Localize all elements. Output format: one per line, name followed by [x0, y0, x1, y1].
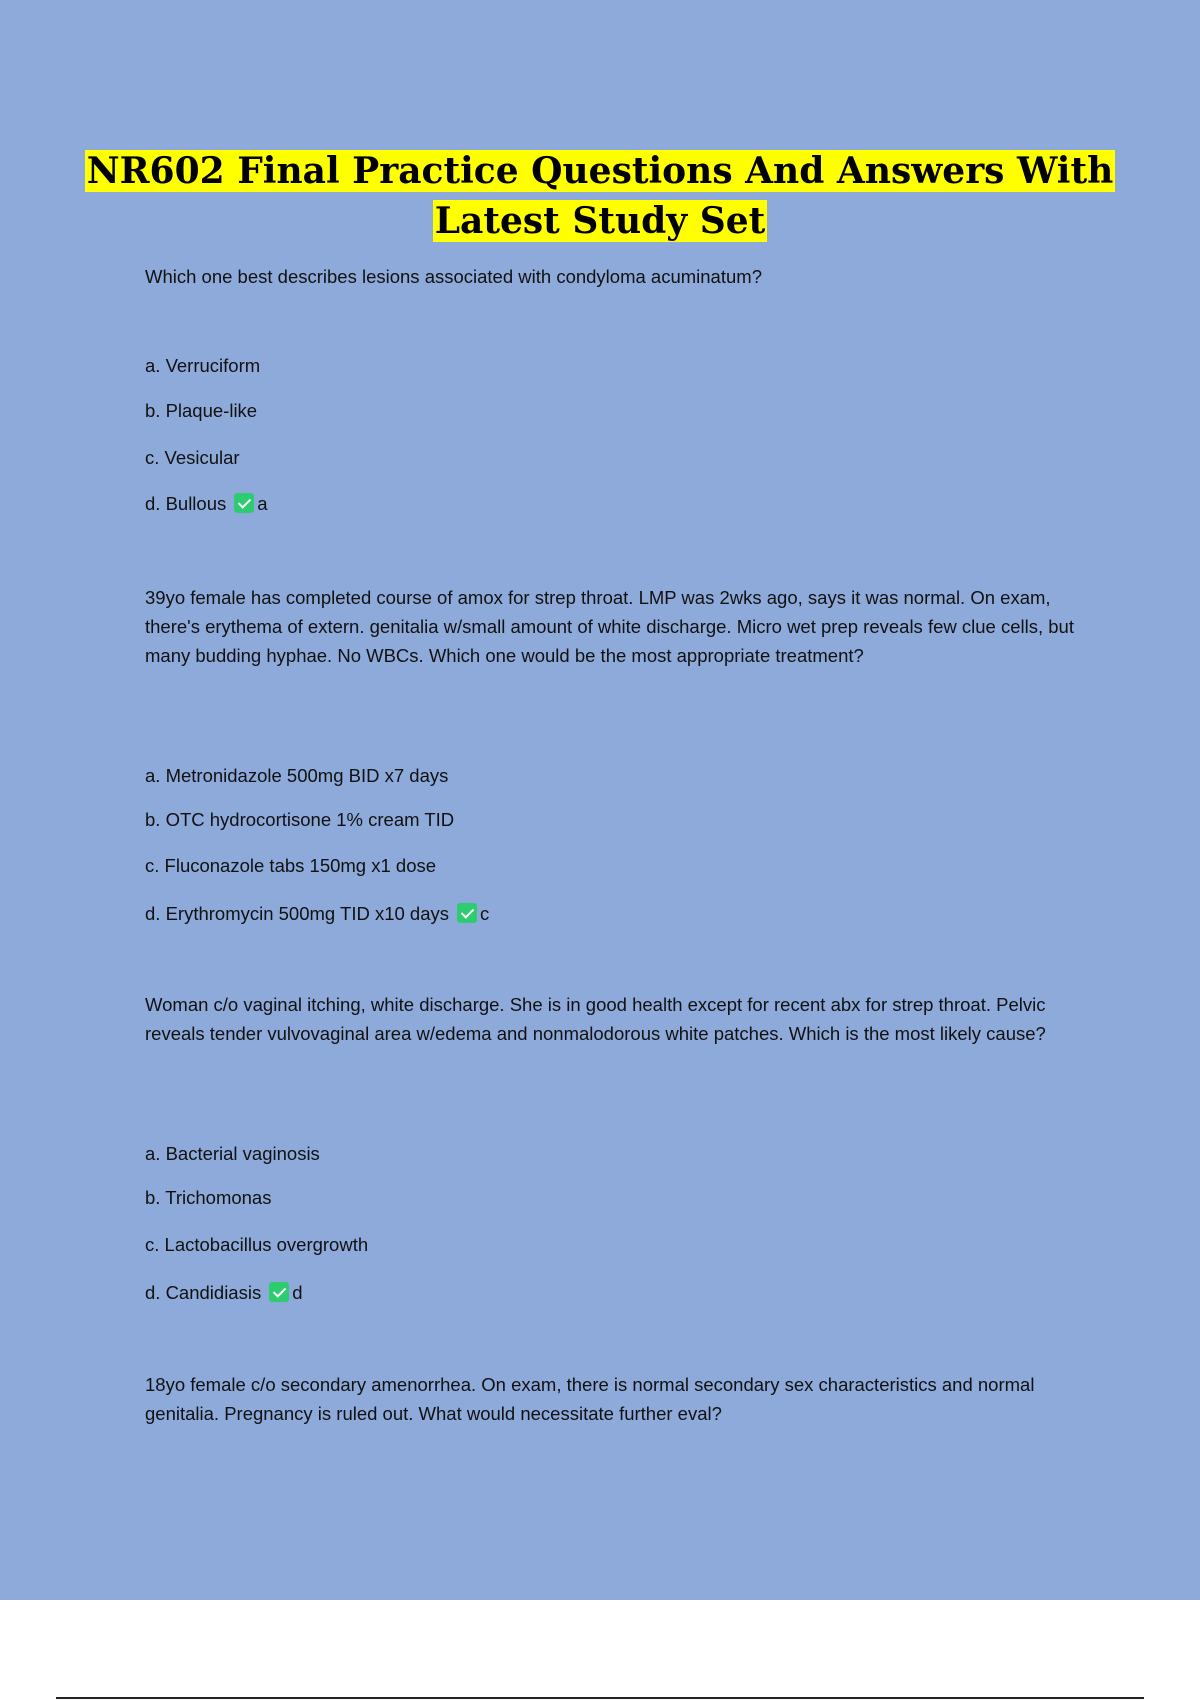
footer-divider	[56, 1697, 1144, 1699]
question-1-option-d	[145, 489, 268, 518]
question-2	[145, 583, 1085, 924]
question-3-answer: d	[292, 1282, 303, 1303]
title-line-1: NR602 Final Practice Questions And Answers With	[86, 150, 1114, 192]
question-1-answer: a	[257, 493, 268, 514]
question-1-option-b: b. Plaque-like	[145, 400, 258, 421]
check-mark-icon	[457, 903, 477, 923]
question-1-text: Which one best describes lesions associated with condyloma acuminatum?	[145, 266, 762, 287]
question-1-option-c: c. Vesicular	[145, 447, 240, 468]
question-3	[145, 990, 1085, 1303]
check-mark-icon	[269, 1282, 289, 1302]
question-3-option-a: a. Bacterial vaginosis	[145, 1143, 320, 1164]
question-2-answer: c	[480, 903, 490, 924]
question-1-option-a: a. Verruciform	[145, 355, 261, 376]
check-mark-icon	[234, 493, 254, 513]
question-2-option-a: a. Metronidazole 500mg BID x7 days	[145, 765, 449, 786]
question-3-option-b: b. Trichomonas	[145, 1187, 272, 1208]
question-1-option-d-text: d. Bullous	[145, 493, 227, 514]
question-3-text: Woman c/o vaginal itching, white discharge. She is in good health except for recent abx for strep throat. Pelvic reveals tender vulvovaginal area w/edema and nonmalodorous white patches. Which is the most likely cause?	[145, 994, 1046, 1044]
document-title	[0, 146, 1200, 246]
question-3-option-d	[145, 1278, 303, 1307]
question-2-option-d-text: d. Erythromycin 500mg TID x10 days	[145, 903, 450, 924]
question-2-option-b: b. OTC hydrocortisone 1% cream TID	[145, 809, 455, 830]
question-4-text: 18yo female c/o secondary amenorrhea. On exam, there is normal secondary sex characteristics and normal genitalia. Pregnancy is ruled out. What would necessitate further eval?	[145, 1374, 1035, 1424]
question-2-text: 39yo female has completed course of amox for strep throat. LMP was 2wks ago, says it was normal. On exam, there's erythema of extern. genitalia w/small amount of white discharge. Micro wet prep reveals few clue cells, but many budding hyphae. No WBCs. Which one would be the most appropriate treatment?	[145, 587, 1074, 666]
question-2-option-c: c. Fluconazole tabs 150mg x1 dose	[145, 855, 437, 876]
question-1	[145, 262, 1085, 514]
question-4	[145, 1370, 1085, 1428]
question-3-option-d-text: d. Candidiasis	[145, 1282, 262, 1303]
question-3-option-c: c. Lactobacillus overgrowth	[145, 1234, 369, 1255]
title-line-2: Latest Study Set	[434, 200, 766, 242]
question-2-option-d	[145, 899, 489, 928]
